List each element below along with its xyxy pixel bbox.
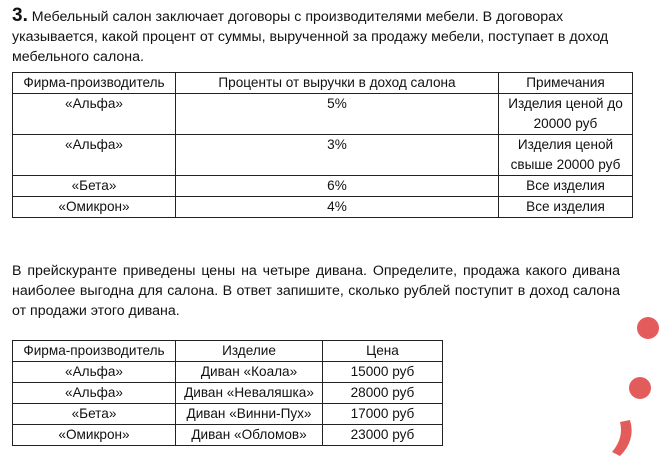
prices-table <box>12 340 443 446</box>
task-intro-text: Мебельный салон заключает договоры с производителями мебели. В договорах указывается, какой процент от суммы, вырученной за продажу мебели, поступает в доход мебельного салона. <box>12 9 609 65</box>
cell-firm: «Альфа» <box>13 383 176 404</box>
task-number: 3. <box>12 5 28 26</box>
table-row <box>13 383 443 404</box>
column-header-percent: Проценты от выручки в доход салона <box>176 73 499 94</box>
watermark-logo <box>590 300 660 460</box>
question-text: В прейскуранте приведены цены на четыре дивана. Определите, продажа какого дивана наиболее выгодна для салона. В ответ запишите, сколько рублей поступит в доход салона от продажи этого дивана. <box>12 263 620 319</box>
cell-price: 28000 руб <box>323 383 443 404</box>
column-header-notes: Примечания <box>499 73 633 94</box>
cell-firm: «Омикрон» <box>13 425 176 446</box>
cell-firm: «Альфа» <box>13 135 176 176</box>
table-row <box>13 197 633 218</box>
cell-firm: «Альфа» <box>13 362 176 383</box>
table-row <box>13 362 443 383</box>
table-row <box>13 176 633 197</box>
cell-item: Диван «Неваляшка» <box>176 383 323 404</box>
cell-price: 23000 руб <box>323 425 443 446</box>
cell-percent: 6% <box>176 176 499 197</box>
table-header-row <box>13 341 443 362</box>
cell-percent: 3% <box>176 135 499 176</box>
column-header-firm: Фирма-производитель <box>13 341 176 362</box>
cell-firm: «Бета» <box>13 404 176 425</box>
cell-firm: «Омикрон» <box>13 197 176 218</box>
table-row <box>13 135 633 176</box>
table-header-row <box>13 73 633 94</box>
cell-percent: 4% <box>176 197 499 218</box>
column-header-price: Цена <box>323 341 443 362</box>
cell-note: Изделия ценой свыше 20000 руб <box>499 135 633 176</box>
task-intro <box>12 6 620 67</box>
column-header-firm: Фирма-производитель <box>13 73 176 94</box>
cell-note: Все изделия <box>499 197 633 218</box>
table-row <box>13 94 633 135</box>
cell-price: 17000 руб <box>323 404 443 425</box>
column-header-item: Изделие <box>176 341 323 362</box>
table-row <box>13 425 443 446</box>
cell-price: 15000 руб <box>323 362 443 383</box>
cell-note: Все изделия <box>499 176 633 197</box>
cell-item: Диван «Обломов» <box>176 425 323 446</box>
cell-item: Диван «Коала» <box>176 362 323 383</box>
cell-note: Изделия ценой до 20000 руб <box>499 94 633 135</box>
table-row <box>13 404 443 425</box>
contracts-table <box>12 72 633 218</box>
cell-item: Диван «Винни-Пух» <box>176 404 323 425</box>
cell-firm: «Бета» <box>13 176 176 197</box>
cell-firm: «Альфа» <box>13 94 176 135</box>
cell-percent: 5% <box>176 94 499 135</box>
